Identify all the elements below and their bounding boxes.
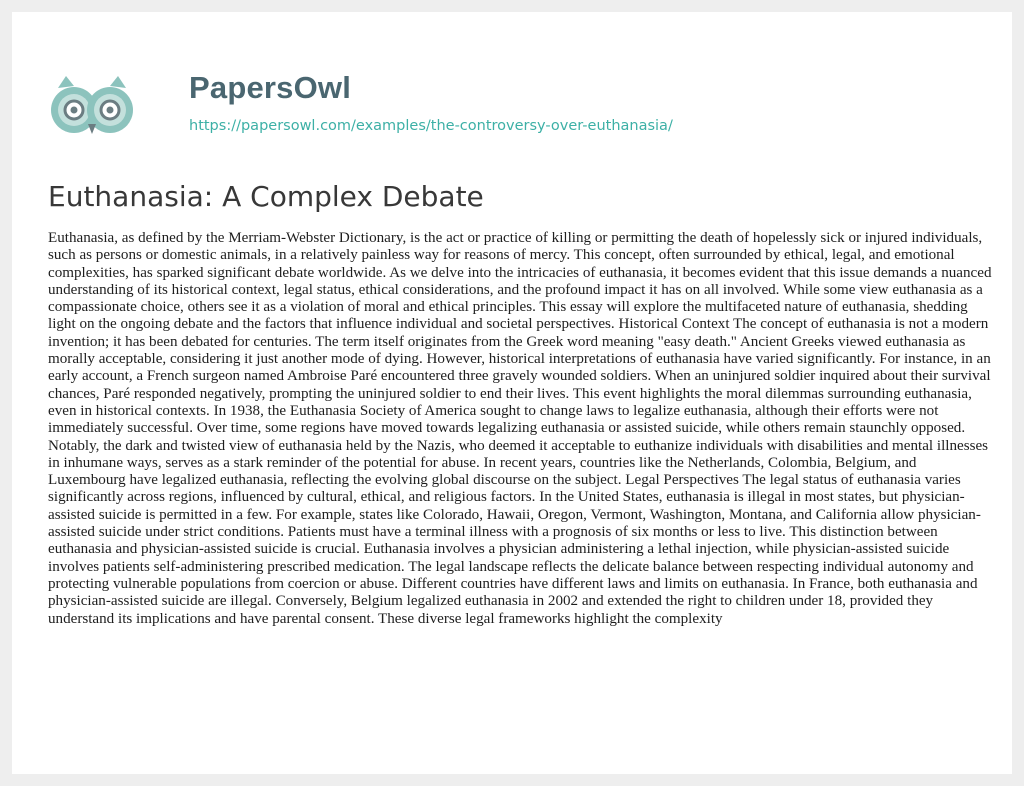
source-url-link[interactable]: https://papersowl.com/examples/the-controversy-over-euthanasia/: [189, 118, 673, 134]
essay-body: Euthanasia, as defined by the Merriam-Webster Dictionary, is the act or practice of killing or permitting the death of hopelessly sick or injured individuals, such as persons or domestic animals, in a relatively painless way for reasons of mercy. This concept, often surrounded by ethical, legal, and emotional complexities, has sparked significant debate worldwide. As we delve into the intricacies of euthanasia, it becomes evident that this issue demands a nuanced understanding of its historical context, legal status, ethical considerations, and the profound impact it has on all involved. While some view euthanasia as a compassionate choice, others see it as a violation of moral and ethical principles. This essay will explore the multifaceted nature of euthanasia, shedding light on the ongoing debate and the factors that influence individual and societal perspectives. Historical Context The concept of euthanasia is not a modern invention; it has been debated for centuries. The term itself originates from the Greek word meaning "easy death." Ancient Greeks viewed euthanasia as morally acceptable, considering it just another mode of dying. However, historical interpretations of euthanasia have varied significantly. For instance, in an early account, a French surgeon named Ambroise Paré encountered three gravely wounded soldiers. When an uninjured soldier inquired about their survival chances, Paré responded negatively, prompting the uninjured soldier to end their lives. This event highlights the moral dilemmas surrounding euthanasia, even in historical contexts. In 1938, the Euthanasia Society of America sought to change laws to legalize euthanasia, although their efforts were not immediately successful. Over time, some regions have moved towards legalizing euthanasia or assisted suicide, while others remain staunchly opposed. Notably, the dark and twisted view of euthanasia held by the Nazis, who deemed it acceptable to euthanize individuals with disabilities and mental illnesses in inhumane ways, serves as a stark reminder of the potential for abuse. In recent years, countries like the Netherlands, Colombia, Belgium, and Luxembourg have legalized euthanasia, reflecting the evolving global discourse on the subject. Legal Perspectives The legal status of euthanasia varies significantly across regions, influenced by cultural, ethical, and religious factors. In the United States, euthanasia is illegal in most states, but physician-assisted suicide is permitted in a few. For example, states like Colorado, Hawaii, Oregon, Vermont, Washington, Montana, and California allow physician-assisted suicide under strict conditions. Patients must have a terminal illness with a prognosis of six months or less to live. This distinction between euthanasia and physician-assisted suicide is crucial. Euthanasia involves a physician administering a lethal injection, while physician-assisted suicide involves patients self-administering prescribed medication. The legal landscape reflects the delicate balance between respecting individual autonomy and protecting vulnerable populations from coercion or abuse. Different countries have different laws and limits on euthanasia. In France, both euthanasia and physician-assisted suicide are illegal. Conversely, Belgium legalized euthanasia in 2002 and extended the right to children under 18, provided they understand its implications and have parental consent. These diverse legal frameworks highlight the complexity: [48, 230, 992, 627]
owl-logo-icon[interactable]: [48, 74, 136, 144]
brand-name[interactable]: PapersOwl: [189, 70, 352, 105]
essay-title: Euthanasia: A Complex Debate: [48, 180, 484, 213]
site-header: [48, 62, 948, 152]
